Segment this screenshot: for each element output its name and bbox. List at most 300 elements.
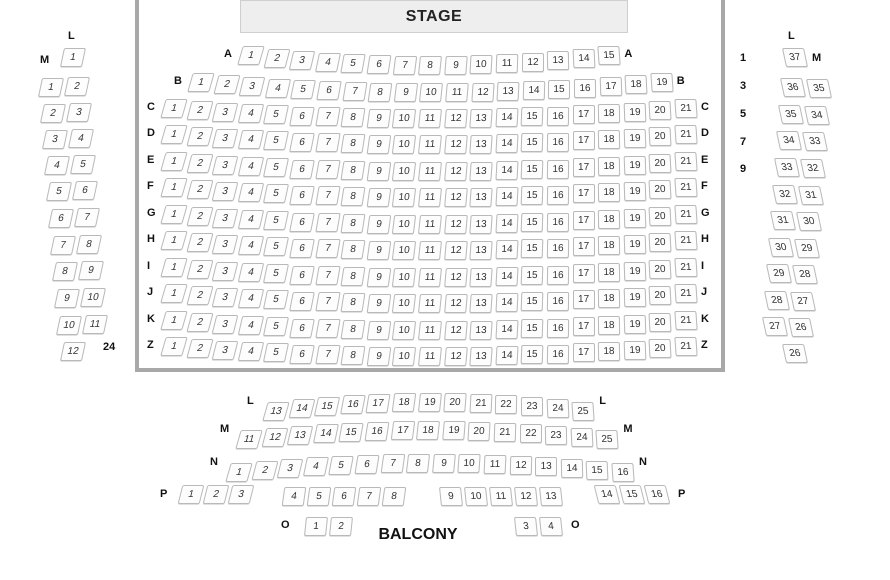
seat-E-6[interactable]: 6 [289, 160, 315, 179]
seat-C-6[interactable]: 6 [289, 107, 315, 126]
seat-B-2[interactable]: 2 [213, 75, 240, 94]
seat-Z-11[interactable]: 11 [418, 347, 442, 366]
seat-balcony-M-23[interactable]: 23 [545, 426, 567, 445]
seat-K-5[interactable]: 5 [263, 317, 289, 336]
seat-left-box-5-9[interactable]: 5 [46, 182, 72, 201]
seat-balcony-M-19[interactable]: 19 [442, 421, 466, 440]
seat-J-6[interactable]: 6 [289, 292, 315, 311]
seat-balcony-N-3[interactable]: 3 [277, 459, 304, 478]
seat-B-11[interactable]: 11 [445, 83, 469, 102]
seat-balcony-P-7[interactable]: 7 [357, 487, 382, 506]
seat-balcony-N-6[interactable]: 6 [354, 455, 379, 474]
seat-D-7[interactable]: 7 [315, 133, 340, 152]
seat-right-box-26-20[interactable]: 26 [788, 318, 814, 337]
seat-balcony-N-1[interactable]: 1 [225, 463, 252, 482]
seat-right-box-34-5[interactable]: 34 [776, 131, 802, 150]
seat-left-box-11-20[interactable]: 11 [82, 315, 108, 334]
seat-balcony-P-1[interactable]: 1 [178, 485, 205, 504]
seat-D-12[interactable]: 12 [444, 135, 468, 154]
seat-Z-9[interactable]: 9 [366, 347, 391, 366]
seat-H-12[interactable]: 12 [444, 241, 468, 260]
seat-G-12[interactable]: 12 [444, 215, 468, 234]
seat-G-3[interactable]: 3 [212, 209, 239, 228]
seat-balcony-M-18[interactable]: 18 [416, 421, 440, 440]
seat-balcony-L-17[interactable]: 17 [366, 394, 391, 413]
seat-I-18[interactable]: 18 [598, 263, 620, 282]
seat-K-18[interactable]: 18 [598, 316, 620, 335]
seat-left-box-5-8[interactable]: 5 [70, 155, 96, 174]
seat-balcony-L-20[interactable]: 20 [443, 393, 466, 412]
seat-G-11[interactable]: 11 [418, 215, 442, 234]
seat-D-15[interactable]: 15 [521, 133, 544, 152]
seat-left-box-10-19[interactable]: 10 [56, 316, 82, 335]
seat-A-8[interactable]: 8 [418, 56, 442, 75]
seat-balcony-P-4[interactable]: 4 [282, 487, 307, 506]
seat-H-19[interactable]: 19 [623, 235, 646, 254]
seat-H-21[interactable]: 21 [674, 231, 697, 250]
seat-left-box-7-13[interactable]: 7 [50, 236, 76, 255]
seat-balcony-O-3[interactable]: 3 [514, 517, 538, 536]
seat-D-16[interactable]: 16 [547, 133, 569, 152]
seat-Z-13[interactable]: 13 [470, 347, 493, 366]
seat-I-13[interactable]: 13 [470, 268, 493, 287]
seat-balcony-M-20[interactable]: 20 [468, 422, 491, 441]
seat-J-9[interactable]: 9 [366, 294, 391, 313]
seat-Z-16[interactable]: 16 [547, 345, 569, 364]
seat-E-2[interactable]: 2 [186, 154, 213, 173]
seat-balcony-N-13[interactable]: 13 [535, 457, 557, 476]
seat-right-box-31-10[interactable]: 31 [798, 186, 824, 205]
seat-B-1[interactable]: 1 [187, 73, 214, 92]
seat-right-box-35-2[interactable]: 35 [806, 79, 832, 98]
seat-balcony-N-16[interactable]: 16 [611, 463, 634, 482]
seat-C-3[interactable]: 3 [212, 103, 239, 122]
seat-Z-5[interactable]: 5 [263, 343, 289, 362]
seat-right-box-32-8[interactable]: 32 [800, 159, 826, 178]
seat-balcony-L-15[interactable]: 15 [314, 397, 340, 416]
seat-balcony-M-24[interactable]: 24 [570, 428, 593, 447]
seat-E-5[interactable]: 5 [263, 158, 289, 177]
seat-D-6[interactable]: 6 [289, 133, 315, 152]
seat-J-12[interactable]: 12 [444, 294, 468, 313]
seat-G-4[interactable]: 4 [238, 210, 264, 229]
seat-C-9[interactable]: 9 [366, 109, 391, 128]
seat-I-17[interactable]: 17 [573, 264, 595, 283]
seat-balcony-M-21[interactable]: 21 [494, 423, 517, 442]
seat-balcony-N-7[interactable]: 7 [380, 454, 405, 473]
seat-K-15[interactable]: 15 [521, 319, 544, 338]
seat-G-21[interactable]: 21 [674, 205, 697, 224]
seat-C-2[interactable]: 2 [186, 101, 213, 120]
seat-J-13[interactable]: 13 [470, 294, 493, 313]
seat-F-7[interactable]: 7 [315, 186, 340, 205]
seat-right-box-35-3[interactable]: 35 [778, 105, 804, 124]
seat-E-13[interactable]: 13 [470, 162, 493, 181]
seat-balcony-O-1[interactable]: 1 [304, 517, 328, 536]
seat-D-17[interactable]: 17 [573, 131, 595, 150]
seat-B-10[interactable]: 10 [419, 83, 443, 102]
seat-K-12[interactable]: 12 [444, 321, 468, 340]
seat-balcony-P-8[interactable]: 8 [382, 487, 407, 506]
seat-G-16[interactable]: 16 [547, 213, 569, 232]
seat-K-19[interactable]: 19 [623, 315, 646, 334]
seat-balcony-M-11[interactable]: 11 [235, 430, 262, 449]
seat-K-16[interactable]: 16 [547, 319, 569, 338]
seat-Z-12[interactable]: 12 [444, 347, 468, 366]
seat-E-19[interactable]: 19 [623, 156, 646, 175]
seat-left-box-8-15[interactable]: 8 [52, 262, 78, 281]
seat-F-5[interactable]: 5 [263, 184, 289, 203]
seat-E-20[interactable]: 20 [649, 154, 672, 173]
seat-balcony-P-16[interactable]: 16 [644, 485, 671, 504]
seat-balcony-P-14[interactable]: 14 [594, 485, 621, 504]
seat-A-10[interactable]: 10 [470, 55, 493, 74]
seat-K-4[interactable]: 4 [238, 316, 264, 335]
seat-left-box-3-5[interactable]: 3 [42, 130, 68, 149]
seat-balcony-L-25[interactable]: 25 [572, 402, 595, 421]
seat-F-17[interactable]: 17 [573, 184, 595, 203]
seat-balcony-N-5[interactable]: 5 [329, 456, 355, 475]
seat-G-13[interactable]: 13 [470, 215, 493, 234]
seat-C-11[interactable]: 11 [418, 109, 442, 128]
seat-balcony-L-21[interactable]: 21 [469, 394, 492, 413]
seat-balcony-P-15[interactable]: 15 [619, 485, 646, 504]
seat-E-3[interactable]: 3 [212, 156, 239, 175]
seat-B-5[interactable]: 5 [290, 80, 316, 99]
seat-Z-7[interactable]: 7 [315, 345, 340, 364]
seat-J-4[interactable]: 4 [238, 289, 264, 308]
seat-A-5[interactable]: 5 [341, 54, 366, 73]
seat-J-3[interactable]: 3 [212, 288, 239, 307]
seat-J-21[interactable]: 21 [674, 284, 697, 303]
seat-I-2[interactable]: 2 [186, 260, 213, 279]
seat-A-1[interactable]: 1 [237, 46, 264, 65]
seat-J-7[interactable]: 7 [315, 292, 340, 311]
seat-K-14[interactable]: 14 [495, 320, 518, 339]
seat-right-box-28-17[interactable]: 28 [764, 291, 790, 310]
seat-C-7[interactable]: 7 [315, 107, 340, 126]
seat-B-15[interactable]: 15 [548, 80, 570, 99]
seat-E-14[interactable]: 14 [495, 161, 518, 180]
seat-right-box-36-1[interactable]: 36 [780, 78, 806, 97]
seat-C-10[interactable]: 10 [392, 109, 416, 128]
seat-Z-18[interactable]: 18 [598, 342, 620, 361]
seat-D-13[interactable]: 13 [470, 135, 493, 154]
seat-E-18[interactable]: 18 [598, 157, 620, 176]
seat-C-1[interactable]: 1 [160, 99, 187, 118]
seat-K-17[interactable]: 17 [573, 317, 595, 336]
seat-C-16[interactable]: 16 [547, 107, 569, 126]
seat-J-5[interactable]: 5 [263, 290, 289, 309]
seat-I-14[interactable]: 14 [495, 267, 518, 286]
seat-B-17[interactable]: 17 [599, 77, 622, 96]
seat-B-18[interactable]: 18 [625, 75, 648, 94]
seat-E-1[interactable]: 1 [160, 152, 187, 171]
seat-A-15[interactable]: 15 [598, 46, 621, 65]
seat-D-11[interactable]: 11 [418, 135, 442, 154]
seat-Z-2[interactable]: 2 [186, 339, 213, 358]
seat-B-7[interactable]: 7 [342, 82, 367, 101]
seat-D-10[interactable]: 10 [392, 135, 416, 154]
seat-Z-14[interactable]: 14 [495, 346, 518, 365]
seat-D-19[interactable]: 19 [623, 129, 646, 148]
seat-balcony-L-23[interactable]: 23 [521, 397, 543, 416]
seat-E-11[interactable]: 11 [418, 162, 442, 181]
seat-D-14[interactable]: 14 [495, 134, 518, 153]
seat-B-13[interactable]: 13 [497, 82, 520, 101]
seat-K-10[interactable]: 10 [392, 321, 416, 340]
seat-K-9[interactable]: 9 [366, 321, 391, 340]
seat-balcony-L-22[interactable]: 22 [495, 395, 517, 414]
seat-D-1[interactable]: 1 [160, 125, 187, 144]
seat-I-3[interactable]: 3 [212, 262, 239, 281]
seat-K-6[interactable]: 6 [289, 319, 315, 338]
seat-C-5[interactable]: 5 [263, 105, 289, 124]
seat-F-3[interactable]: 3 [212, 182, 239, 201]
seat-A-6[interactable]: 6 [367, 55, 392, 74]
seat-balcony-N-2[interactable]: 2 [251, 461, 278, 480]
seat-I-9[interactable]: 9 [366, 268, 391, 287]
seat-C-4[interactable]: 4 [238, 104, 264, 123]
seat-balcony-O-2[interactable]: 2 [329, 517, 353, 536]
seat-balcony-P-3[interactable]: 3 [228, 485, 255, 504]
seat-K-13[interactable]: 13 [470, 321, 493, 340]
seat-balcony-P-10[interactable]: 10 [464, 487, 488, 506]
seat-F-18[interactable]: 18 [598, 183, 620, 202]
seat-right-box-30-12[interactable]: 30 [796, 212, 822, 231]
seat-G-5[interactable]: 5 [263, 211, 289, 230]
seat-A-13[interactable]: 13 [547, 51, 569, 70]
seat-C-15[interactable]: 15 [521, 107, 544, 126]
seat-left-box-10-18[interactable]: 10 [80, 288, 106, 307]
seat-I-20[interactable]: 20 [649, 260, 672, 279]
seat-J-20[interactable]: 20 [649, 286, 672, 305]
seat-I-8[interactable]: 8 [341, 267, 366, 286]
seat-G-15[interactable]: 15 [521, 213, 544, 232]
seat-Z-15[interactable]: 15 [521, 345, 544, 364]
seat-A-4[interactable]: 4 [315, 53, 341, 72]
seat-B-9[interactable]: 9 [394, 83, 418, 102]
seat-balcony-P-6[interactable]: 6 [332, 487, 357, 506]
seat-D-3[interactable]: 3 [212, 129, 239, 148]
seat-C-14[interactable]: 14 [495, 108, 518, 127]
seat-C-13[interactable]: 13 [470, 109, 493, 128]
seat-K-11[interactable]: 11 [418, 321, 442, 340]
seat-A-7[interactable]: 7 [392, 56, 416, 75]
seat-left-box-4-6[interactable]: 4 [68, 129, 94, 148]
seat-right-box-28-16[interactable]: 28 [792, 265, 818, 284]
seat-G-17[interactable]: 17 [573, 211, 595, 230]
seat-H-9[interactable]: 9 [366, 241, 391, 260]
seat-balcony-N-4[interactable]: 4 [303, 457, 329, 476]
seat-left-box-1-0[interactable]: 1 [60, 48, 86, 67]
seat-left-box-3-4[interactable]: 3 [66, 103, 92, 122]
seat-I-19[interactable]: 19 [623, 262, 646, 281]
seat-Z-19[interactable]: 19 [623, 341, 646, 360]
seat-E-10[interactable]: 10 [392, 162, 416, 181]
seat-left-box-7-12[interactable]: 7 [74, 208, 100, 227]
seat-A-14[interactable]: 14 [572, 49, 595, 68]
seat-balcony-M-14[interactable]: 14 [313, 424, 339, 443]
seat-D-8[interactable]: 8 [341, 134, 366, 153]
seat-right-box-33-7[interactable]: 33 [774, 158, 800, 177]
seat-E-12[interactable]: 12 [444, 162, 468, 181]
seat-I-10[interactable]: 10 [392, 268, 416, 287]
seat-right-box-26-21[interactable]: 26 [782, 344, 808, 363]
seat-F-16[interactable]: 16 [547, 186, 569, 205]
seat-balcony-N-10[interactable]: 10 [458, 454, 481, 473]
seat-balcony-P-11[interactable]: 11 [489, 487, 513, 506]
seat-E-15[interactable]: 15 [521, 160, 544, 179]
seat-right-box-29-14[interactable]: 29 [794, 239, 820, 258]
seat-C-21[interactable]: 21 [674, 99, 697, 118]
seat-J-11[interactable]: 11 [418, 294, 442, 313]
seat-balcony-N-12[interactable]: 12 [509, 456, 531, 475]
seat-left-box-2-2[interactable]: 2 [64, 77, 90, 96]
seat-F-6[interactable]: 6 [289, 186, 315, 205]
seat-F-10[interactable]: 10 [392, 188, 416, 207]
seat-F-4[interactable]: 4 [238, 183, 264, 202]
seat-balcony-L-19[interactable]: 19 [418, 393, 442, 412]
seat-I-4[interactable]: 4 [238, 263, 264, 282]
seat-F-8[interactable]: 8 [341, 187, 366, 206]
seat-J-10[interactable]: 10 [392, 294, 416, 313]
seat-G-9[interactable]: 9 [366, 215, 391, 234]
seat-H-13[interactable]: 13 [470, 241, 493, 260]
seat-Z-3[interactable]: 3 [212, 341, 239, 360]
seat-H-11[interactable]: 11 [418, 241, 442, 260]
seat-right-box-29-15[interactable]: 29 [766, 264, 792, 283]
seat-I-15[interactable]: 15 [521, 266, 544, 285]
seat-balcony-N-9[interactable]: 9 [432, 454, 456, 473]
seat-J-8[interactable]: 8 [341, 293, 366, 312]
seat-G-2[interactable]: 2 [186, 207, 213, 226]
seat-balcony-M-17[interactable]: 17 [390, 421, 414, 440]
seat-left-box-6-11[interactable]: 6 [48, 209, 74, 228]
seat-C-8[interactable]: 8 [341, 108, 366, 127]
seat-F-19[interactable]: 19 [623, 182, 646, 201]
seat-J-18[interactable]: 18 [598, 289, 620, 308]
seat-K-1[interactable]: 1 [160, 311, 187, 330]
seat-left-box-9-16[interactable]: 9 [78, 261, 104, 280]
seat-H-1[interactable]: 1 [160, 231, 187, 250]
seat-balcony-M-22[interactable]: 22 [520, 424, 542, 443]
seat-E-8[interactable]: 8 [341, 161, 366, 180]
seat-E-4[interactable]: 4 [238, 157, 264, 176]
seat-left-box-4-7[interactable]: 4 [44, 156, 70, 175]
seat-I-5[interactable]: 5 [263, 264, 289, 283]
seat-E-7[interactable]: 7 [315, 160, 340, 179]
seat-Z-17[interactable]: 17 [573, 343, 595, 362]
seat-balcony-N-15[interactable]: 15 [586, 461, 609, 480]
seat-H-3[interactable]: 3 [212, 235, 239, 254]
seat-balcony-P-9[interactable]: 9 [439, 487, 463, 506]
seat-G-6[interactable]: 6 [289, 213, 315, 232]
seat-D-2[interactable]: 2 [186, 127, 213, 146]
seat-right-box-32-9[interactable]: 32 [772, 185, 798, 204]
seat-H-2[interactable]: 2 [186, 233, 213, 252]
seat-K-3[interactable]: 3 [212, 315, 239, 334]
seat-A-12[interactable]: 12 [522, 53, 544, 72]
seat-balcony-L-13[interactable]: 13 [262, 402, 289, 421]
seat-balcony-M-16[interactable]: 16 [365, 422, 390, 441]
seat-I-6[interactable]: 6 [289, 266, 315, 285]
seat-balcony-L-24[interactable]: 24 [546, 399, 569, 418]
seat-B-3[interactable]: 3 [239, 77, 266, 96]
seat-E-16[interactable]: 16 [547, 160, 569, 179]
seat-right-box-37-0[interactable]: 37 [782, 48, 808, 67]
seat-K-7[interactable]: 7 [315, 319, 340, 338]
seat-C-12[interactable]: 12 [444, 109, 468, 128]
seat-C-20[interactable]: 20 [649, 101, 672, 120]
seat-right-box-33-6[interactable]: 33 [802, 132, 828, 151]
seat-H-6[interactable]: 6 [289, 239, 315, 258]
seat-I-11[interactable]: 11 [418, 268, 442, 287]
seat-Z-20[interactable]: 20 [649, 339, 672, 358]
seat-D-20[interactable]: 20 [649, 127, 672, 146]
seat-G-19[interactable]: 19 [623, 209, 646, 228]
seat-F-20[interactable]: 20 [649, 180, 672, 199]
seat-balcony-P-12[interactable]: 12 [514, 487, 538, 506]
seat-right-box-34-4[interactable]: 34 [804, 106, 830, 125]
seat-G-7[interactable]: 7 [315, 213, 340, 232]
seat-balcony-M-15[interactable]: 15 [339, 423, 364, 442]
seat-E-9[interactable]: 9 [366, 162, 391, 181]
seat-balcony-N-8[interactable]: 8 [406, 454, 430, 473]
seat-F-15[interactable]: 15 [521, 186, 544, 205]
seat-left-box-2-3[interactable]: 2 [40, 104, 66, 123]
seat-J-17[interactable]: 17 [573, 290, 595, 309]
seat-G-1[interactable]: 1 [160, 205, 187, 224]
seat-A-11[interactable]: 11 [496, 54, 519, 73]
seat-balcony-L-18[interactable]: 18 [392, 393, 417, 412]
seat-left-box-6-10[interactable]: 6 [72, 181, 98, 200]
seat-D-18[interactable]: 18 [598, 130, 620, 149]
seat-J-2[interactable]: 2 [186, 286, 213, 305]
seat-J-15[interactable]: 15 [521, 292, 544, 311]
seat-D-4[interactable]: 4 [238, 130, 264, 149]
seat-H-5[interactable]: 5 [263, 237, 289, 256]
seat-K-20[interactable]: 20 [649, 313, 672, 332]
seat-balcony-P-5[interactable]: 5 [307, 487, 332, 506]
seat-E-21[interactable]: 21 [674, 152, 697, 171]
seat-K-8[interactable]: 8 [341, 320, 366, 339]
seat-balcony-L-16[interactable]: 16 [340, 395, 366, 414]
seat-G-10[interactable]: 10 [392, 215, 416, 234]
seat-K-21[interactable]: 21 [674, 311, 697, 330]
seat-Z-21[interactable]: 21 [674, 337, 697, 356]
seat-H-10[interactable]: 10 [392, 241, 416, 260]
seat-H-18[interactable]: 18 [598, 236, 620, 255]
seat-H-17[interactable]: 17 [573, 237, 595, 256]
seat-I-16[interactable]: 16 [547, 266, 569, 285]
seat-D-5[interactable]: 5 [263, 131, 289, 150]
seat-balcony-M-13[interactable]: 13 [287, 426, 313, 445]
seat-B-16[interactable]: 16 [574, 79, 596, 98]
seat-balcony-P-2[interactable]: 2 [203, 485, 230, 504]
seat-F-11[interactable]: 11 [418, 188, 442, 207]
seat-B-14[interactable]: 14 [523, 81, 546, 100]
seat-K-2[interactable]: 2 [186, 313, 213, 332]
seat-balcony-N-11[interactable]: 11 [484, 455, 507, 474]
seat-J-16[interactable]: 16 [547, 292, 569, 311]
seat-C-18[interactable]: 18 [598, 104, 620, 123]
seat-balcony-N-14[interactable]: 14 [561, 459, 583, 478]
seat-D-21[interactable]: 21 [674, 125, 697, 144]
seat-right-box-27-18[interactable]: 27 [790, 292, 816, 311]
seat-F-9[interactable]: 9 [366, 188, 391, 207]
seat-B-12[interactable]: 12 [471, 83, 494, 102]
